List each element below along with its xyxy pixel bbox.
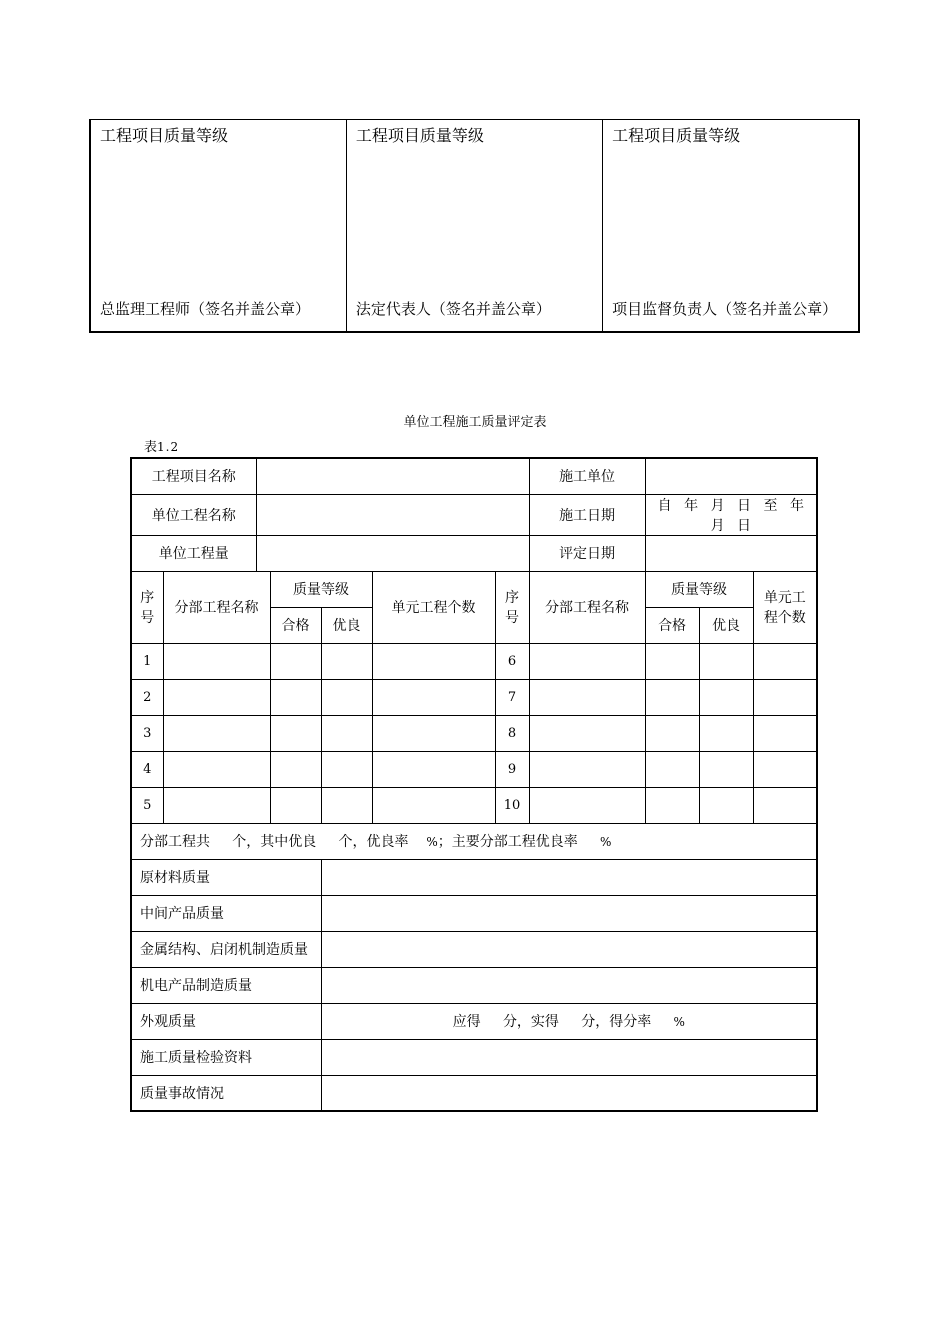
excellent-cell[interactable] (699, 643, 753, 679)
row-number: 1 (131, 643, 163, 679)
quality-grade-label: 工程项目质量等级 (612, 126, 741, 145)
construction-unit-label: 施工单位 (529, 458, 645, 494)
raw-material-quality-field[interactable] (321, 859, 817, 895)
project-name-field[interactable] (256, 458, 529, 494)
element-count-cell[interactable] (753, 715, 817, 751)
element-count-header: 单元工 程个数 (753, 571, 817, 643)
element-count-cell[interactable] (753, 751, 817, 787)
quality-accident-field[interactable] (321, 1075, 817, 1111)
element-count-cell[interactable] (753, 679, 817, 715)
element-count-cell[interactable] (372, 751, 495, 787)
date-token: 日 (737, 517, 752, 534)
signature-cell-supervisor (90, 120, 346, 333)
excellent-cell[interactable] (699, 787, 753, 823)
metal-structure-quality-label: 金属结构、启闭机制造质量 (131, 931, 321, 967)
division-name-header: 分部工程名称 (529, 571, 645, 643)
construction-date-field[interactable] (645, 494, 817, 535)
date-token: 年 (684, 497, 699, 514)
unit-quality-evaluation-table (130, 457, 818, 1112)
table-row (131, 643, 817, 679)
excellent-cell[interactable] (699, 715, 753, 751)
qualified-cell[interactable] (270, 679, 321, 715)
inspection-records-field[interactable] (321, 1039, 817, 1075)
excellent-cell[interactable] (321, 679, 372, 715)
division-name-cell[interactable] (163, 715, 270, 751)
element-count-cell[interactable] (753, 787, 817, 823)
division-name-cell[interactable] (163, 643, 270, 679)
qualified-cell[interactable] (645, 751, 699, 787)
intermediate-product-quality-field[interactable] (321, 895, 817, 931)
row-number: 7 (495, 679, 529, 715)
division-name-cell[interactable] (163, 751, 270, 787)
chief-supervisor-sign-label: 总监理工程师（签名并盖公章） (100, 300, 311, 318)
unit-project-name-label: 单位工程名称 (131, 494, 256, 535)
legal-representative-sign-label: 法定代表人（签名并盖公章） (355, 300, 551, 318)
date-token: 日 (737, 497, 752, 514)
intermediate-product-quality-label: 中间产品质量 (131, 895, 321, 931)
construction-unit-field[interactable] (645, 458, 817, 494)
table-number (144, 436, 179, 455)
seq-header: 序 号 (495, 571, 529, 643)
qualified-cell[interactable] (645, 643, 699, 679)
qualified-header: 合格 (270, 607, 321, 643)
division-name-cell[interactable] (529, 679, 645, 715)
table-row (131, 751, 817, 787)
seq-header: 序 号 (131, 571, 163, 643)
element-count-cell[interactable] (372, 643, 495, 679)
metal-structure-quality-field[interactable] (321, 931, 817, 967)
division-summary-row[interactable] (131, 823, 817, 859)
excellent-cell[interactable] (321, 751, 372, 787)
row-number: 6 (495, 643, 529, 679)
qualified-cell[interactable] (645, 787, 699, 823)
project-name-label: 工程项目名称 (131, 458, 256, 494)
table-row (131, 679, 817, 715)
date-token: 至 (763, 497, 778, 514)
appearance-quality-field[interactable] (321, 1003, 817, 1039)
date-token: 月 (710, 497, 725, 514)
percent-sign: % (600, 835, 612, 849)
qualified-header: 合格 (645, 607, 699, 643)
supervision-head-sign-label: 项目监督负责人（签名并盖公章） (612, 300, 838, 318)
excellent-header: 优良 (699, 607, 753, 643)
row-number: 2 (131, 679, 163, 715)
excellent-cell[interactable] (321, 643, 372, 679)
date-token: 月 (710, 517, 725, 534)
electromechanical-quality-field[interactable] (321, 967, 817, 1003)
element-count-cell[interactable] (753, 643, 817, 679)
raw-material-quality-label: 原材料质量 (131, 859, 321, 895)
table-row (131, 787, 817, 823)
date-token: 年 (789, 497, 804, 514)
quality-grade-header: 质量等级 (270, 571, 372, 607)
qualified-cell[interactable] (645, 715, 699, 751)
signature-cell-legal-rep (346, 120, 602, 333)
summary-text: 分部工程共 (140, 834, 210, 850)
row-number: 5 (131, 787, 163, 823)
element-count-cell[interactable] (372, 679, 495, 715)
unit-project-name-field[interactable] (256, 494, 529, 535)
division-name-cell[interactable] (163, 679, 270, 715)
quality-grade-label: 工程项目质量等级 (355, 126, 484, 145)
qualified-cell[interactable] (645, 679, 699, 715)
inspection-records-label: 施工质量检验资料 (131, 1039, 321, 1075)
signature-cell-supervision-head (603, 120, 859, 333)
unit-quantity-field[interactable] (256, 535, 529, 571)
row-number: 3 (131, 715, 163, 751)
percent-sign: % (673, 1015, 685, 1029)
table-number-prefix: 表 (144, 440, 158, 455)
qualified-cell[interactable] (270, 787, 321, 823)
score-text: 应得 (452, 1014, 481, 1030)
summary-text: ；主要分部工程优良率 (437, 834, 578, 850)
score-text: 分，实得 (502, 1014, 559, 1030)
element-count-header: 单元工程个数 (372, 571, 495, 643)
summary-text: 个，优良率 (338, 834, 409, 850)
signature-table (89, 119, 860, 333)
row-number: 9 (495, 751, 529, 787)
date-token: 自 (657, 497, 672, 514)
percent-sign: % (426, 835, 438, 849)
division-name-cell[interactable] (163, 787, 270, 823)
excellent-cell[interactable] (321, 715, 372, 751)
division-name-cell[interactable] (529, 643, 645, 679)
division-name-cell[interactable] (529, 715, 645, 751)
appearance-quality-label: 外观质量 (131, 1003, 321, 1039)
evaluation-date-label: 评定日期 (529, 535, 645, 571)
division-name-cell[interactable] (529, 751, 645, 787)
document-title: 单位工程施工质量评定表 (403, 415, 547, 430)
division-name-header: 分部工程名称 (163, 571, 270, 643)
row-number: 10 (495, 787, 529, 823)
element-count-cell[interactable] (372, 787, 495, 823)
evaluation-date-field[interactable] (645, 535, 817, 571)
element-count-cell[interactable] (372, 715, 495, 751)
quality-grade-label: 工程项目质量等级 (100, 126, 229, 145)
summary-text: 个，其中优良 (232, 834, 317, 850)
score-text: 分，得分率 (581, 1014, 652, 1030)
excellent-cell[interactable] (699, 751, 753, 787)
row-number: 4 (131, 751, 163, 787)
qualified-cell[interactable] (270, 643, 321, 679)
quality-grade-header: 质量等级 (645, 571, 753, 607)
table-number-value: 1.2 (157, 440, 180, 454)
row-number: 8 (495, 715, 529, 751)
construction-date-label: 施工日期 (529, 494, 645, 535)
electromechanical-quality-label: 机电产品制造质量 (131, 967, 321, 1003)
table-row (131, 715, 817, 751)
qualified-cell[interactable] (270, 751, 321, 787)
excellent-cell[interactable] (699, 679, 753, 715)
qualified-cell[interactable] (270, 715, 321, 751)
division-name-cell[interactable] (529, 787, 645, 823)
excellent-cell[interactable] (321, 787, 372, 823)
unit-quantity-label: 单位工程量 (131, 535, 256, 571)
quality-accident-label: 质量事故情况 (131, 1075, 321, 1111)
excellent-header: 优良 (321, 607, 372, 643)
